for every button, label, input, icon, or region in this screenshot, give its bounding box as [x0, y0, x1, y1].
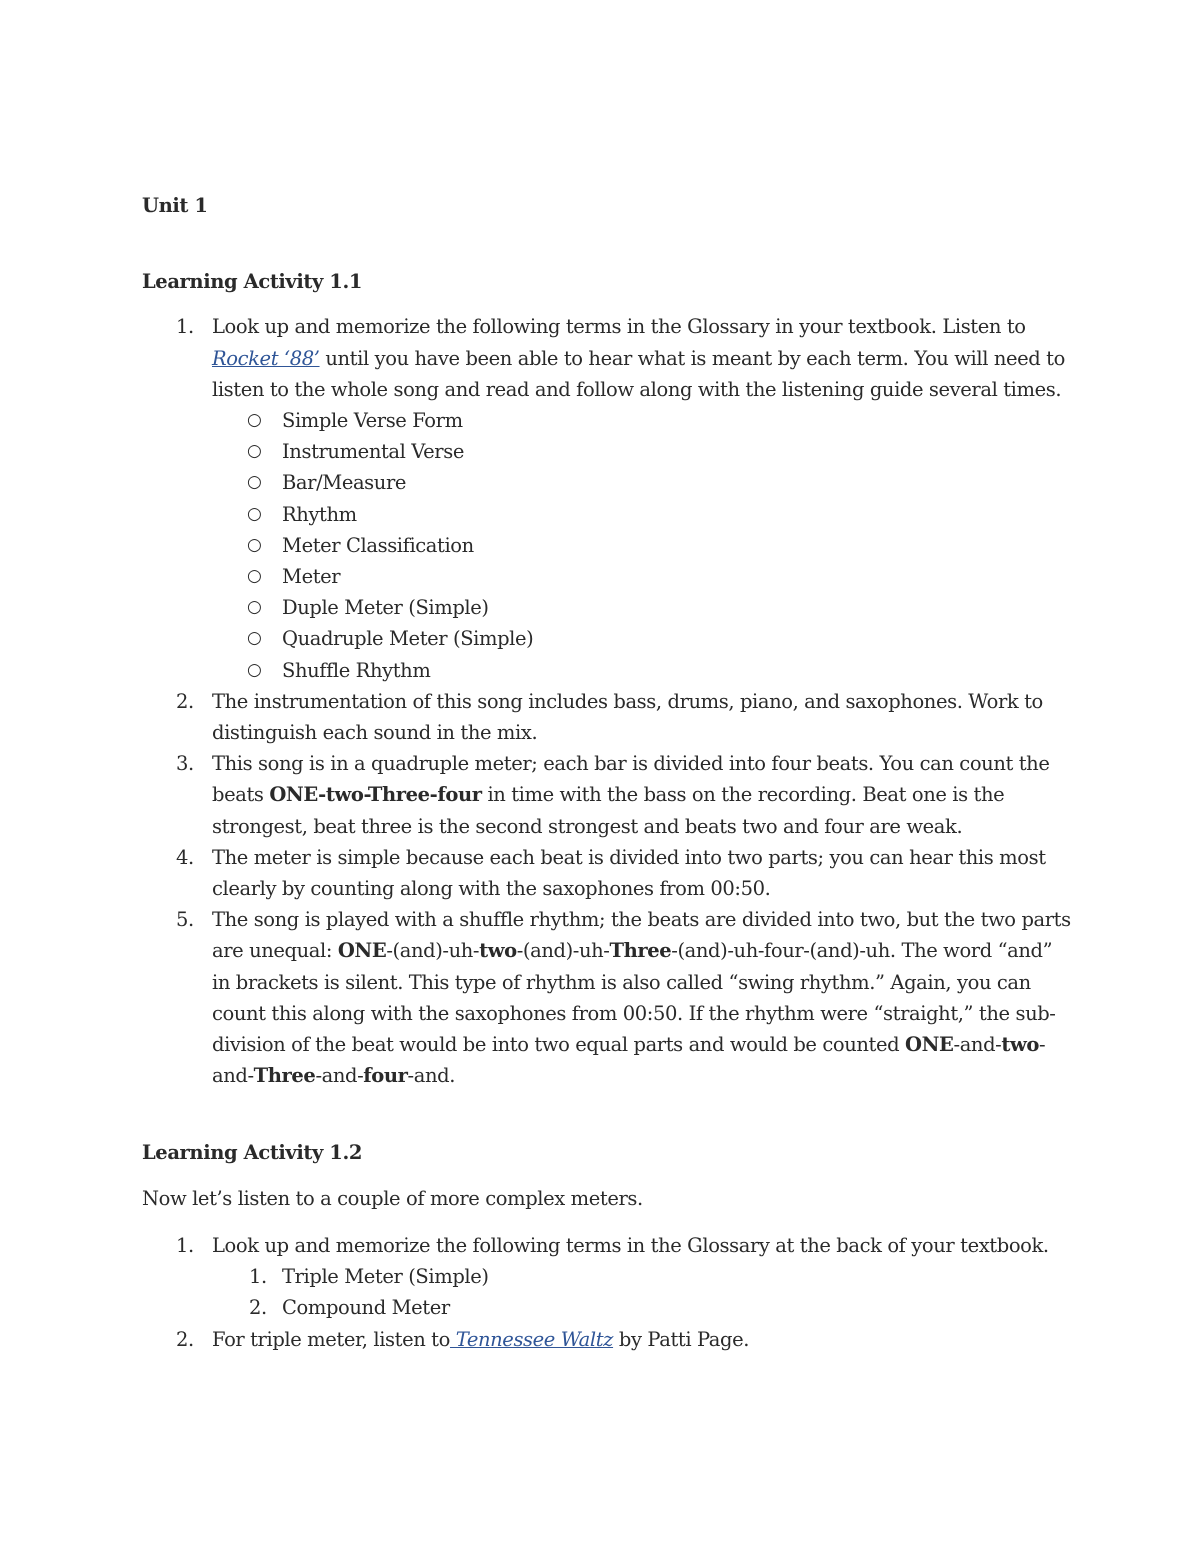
count-emphasis: ONE [337, 939, 387, 963]
item-number: 1. [176, 315, 194, 339]
count-emphasis: Three [609, 939, 672, 963]
rocket-88-link[interactable]: Rocket ‘88’ [212, 346, 320, 370]
item-number: 3. [176, 752, 194, 776]
list-item: 5. The song is played with a shuffle rhythm; the beats are divided into two, but the two parts are unequal: ONE-(and)-uh-two-(and)-uh-Three-(and)-uh-four-(and)-uh. The word “and” in brackets is silent. This type of rhythm is also called “swing rhythm.” Again, you can count this along with the saxophones from 00:50. If the rhythm were “straight,” the sub-division of the beat would be into two equal parts and would be counted ONE-and-two-and-Three-and-four-and. [142, 904, 1072, 1091]
term-item: ○ Instrumental Verse [211, 436, 1072, 467]
count-emphasis: ONE [905, 1033, 954, 1057]
item-text: This song is in a quadruple meter; each bar is divided into four beats. You can count the beats [212, 752, 1050, 807]
item-text: The song is played with a shuffle rhythm; the beats are divided into two, but the two parts are unequal: [212, 908, 1071, 963]
terms-list [212, 1261, 1072, 1323]
item-text: Look up and memorize the following terms in the Glossary in your textbook. Listen to [212, 315, 1026, 339]
circle-bullet-icon: ○ [247, 597, 262, 618]
list-item [142, 1230, 1072, 1324]
list-item [142, 842, 1072, 904]
item-text: Look up and memorize the following terms in the Glossary at the back of your textbook. [212, 1233, 1049, 1257]
term-item: 1. Triple Meter (Simple) [249, 1265, 489, 1289]
count-emphasis: Three [253, 1064, 316, 1088]
document-page [142, 190, 1072, 1355]
term-item: ○ Simple Verse Form [211, 405, 1072, 436]
item-number: 2. [176, 689, 194, 713]
list-item [142, 1324, 1072, 1355]
term-item: ○ Duple Meter (Simple) [211, 592, 1072, 623]
item-number: 5. [176, 908, 194, 932]
activity-1-title: Learning Activity 1.1 [142, 270, 363, 294]
unit-title: Unit 1 [142, 194, 208, 217]
count-emphasis: four [363, 1064, 408, 1088]
circle-bullet-icon: ○ [247, 472, 262, 493]
item-number: 4. [176, 845, 194, 869]
count-emphasis: ONE-two-Three-four [269, 783, 482, 807]
tennessee-waltz-link[interactable]: Tennessee Waltz [449, 1327, 614, 1351]
term-item: ○ Bar/Measure [211, 467, 1072, 498]
list-item [142, 686, 1072, 748]
list-item [142, 311, 1072, 685]
item-text: The meter is simple because each beat is divided into two parts; you can hear this most clearly by counting along with the saxophones from 00:50. [212, 845, 1046, 901]
circle-bullet-icon: ○ [247, 410, 262, 431]
item-text: For triple meter, listen to [212, 1327, 450, 1351]
count-emphasis: two [479, 939, 517, 963]
item-text: The instrumentation of this song includes bass, drums, piano, and saxophones. Work to distinguish each sound in the mix. [212, 689, 1043, 745]
activity-2-list [142, 1230, 1072, 1355]
item-number: 1. [176, 1233, 194, 1257]
circle-bullet-icon: ○ [247, 503, 262, 524]
activity-2-title: Learning Activity 1.2 [142, 1141, 363, 1165]
circle-bullet-icon: ○ [247, 441, 262, 462]
item-text: until you have been able to hear what is meant by each term. You will need to listen to the whole song and read and follow along with the listening guide several times. [212, 346, 1065, 401]
list-item [142, 748, 1072, 842]
activity-1-list [142, 311, 1072, 1091]
circle-bullet-icon: ○ [247, 659, 262, 680]
activity-2-intro: Now let’s listen to a couple of more complex meters. [142, 1186, 643, 1210]
circle-bullet-icon: ○ [247, 566, 262, 587]
term-item: ○ Quadruple Meter (Simple) [211, 623, 1072, 654]
terms-list [212, 405, 1072, 686]
term-item: ○ Shuffle Rhythm [211, 655, 1072, 686]
circle-bullet-icon: ○ [247, 628, 262, 649]
term-item: ○ Meter Classification [211, 530, 1072, 561]
term-item: 2. Compound Meter [249, 1296, 450, 1320]
item-number: 2. [176, 1327, 194, 1351]
term-item: ○ Rhythm [211, 499, 1072, 530]
circle-bullet-icon: ○ [247, 534, 262, 555]
item-text: by Patti Page. [618, 1327, 750, 1351]
term-item: ○ Meter [211, 561, 1072, 592]
count-emphasis: two [1001, 1033, 1039, 1057]
item-text: in time with the bass on the recording. Beat one is the strongest, beat three is the second strongest and beats two and four are weak. [212, 783, 1005, 838]
